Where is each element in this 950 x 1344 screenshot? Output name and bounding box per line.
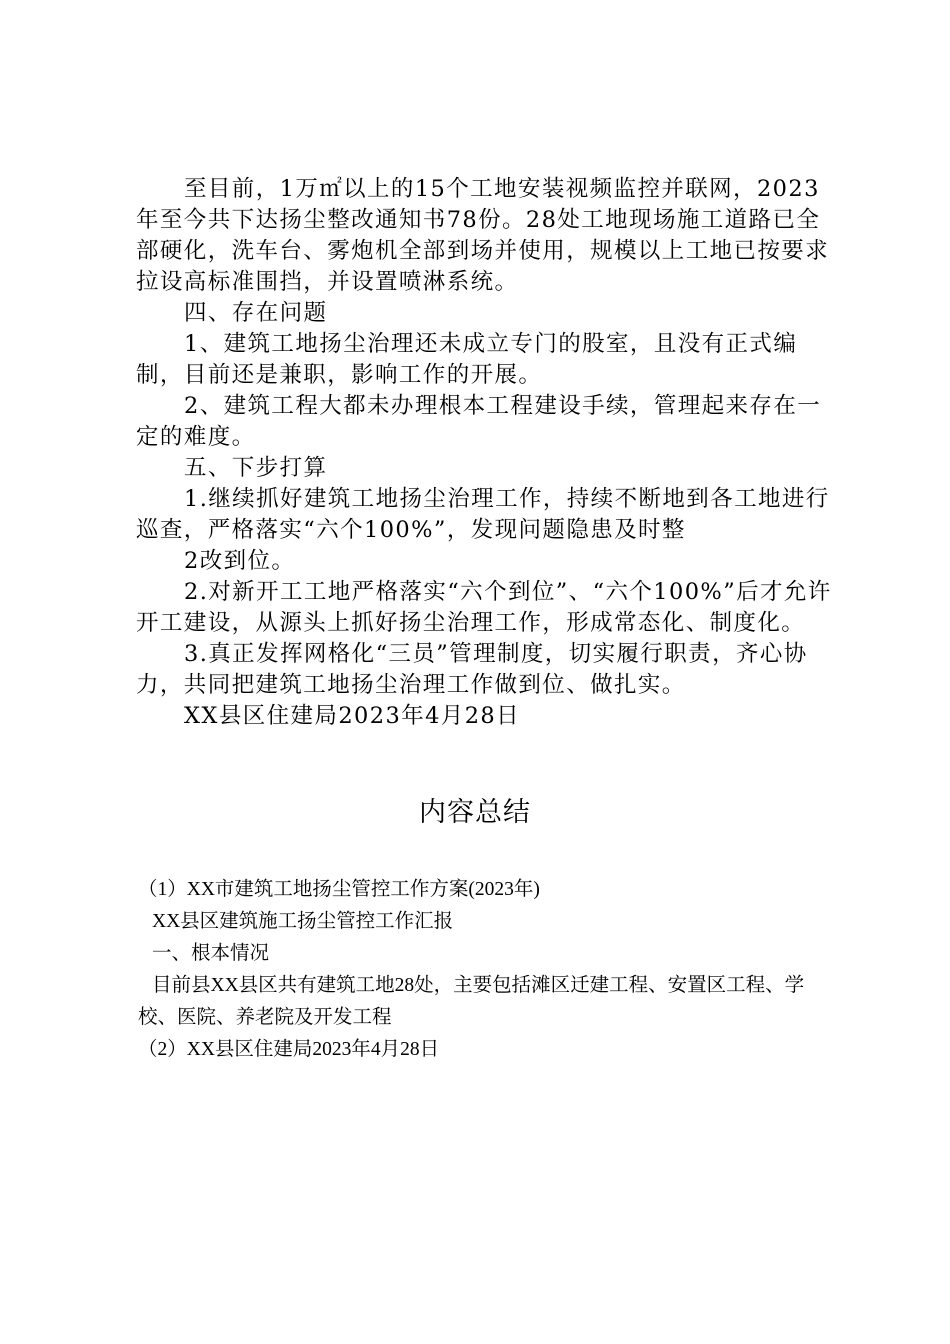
paragraph-progress: 至目前，1万㎡以上的15个工地安装视频监控并联网，2023年至今共下达扬尘整改通知书78份。28处工地现场施工道路已全部硬化，洗车台、雾炮机全部到场并使用，规模以上工地已按要求拉设高标准围挡，并设置喷淋系统。 <box>136 176 830 295</box>
heading-next-steps: 五、下步打算 <box>184 455 328 481</box>
summary-line-1: （1）XX市建筑工地扬尘管控工作方案(2023年) <box>138 879 540 900</box>
summary-line-4-text: 目前县XX县区共有建筑工地28处，主要包括滩区迁建工程、安置区工程、学校、医院、养老院及开发工程 <box>138 975 805 1028</box>
paragraph-plan-2: 2.对新开工工地严格落实“六个到位”、“六个100%”后才允许开工建设，从源头上抓好扬尘治理工作，形成常态化、制度化。 <box>136 579 832 636</box>
paragraph-problem-2: 2、建筑工程大都未办理根本工程建设手续，管理起来存在一定的难度。 <box>136 393 822 450</box>
summary-line-2: XX县区建筑施工扬尘管控工作汇报 <box>152 911 454 932</box>
paragraph-problem-1: 1、建筑工地扬尘治理还未成立专门的股室，且没有正式编制，目前还是兼职，影响工作的开展。 <box>136 331 798 388</box>
paragraph-plan-3: 3.真正发挥网格化“三员”管理制度，切实履行职责，齐心协力，共同把建筑工地扬尘治理工作做到位、做扎实。 <box>136 641 808 698</box>
summary-line-5: （2）XX县区住建局2023年4月28日 <box>138 1039 440 1060</box>
summary-line-4 <box>138 970 838 1034</box>
summary-title: 内容总结 <box>419 797 531 828</box>
document-body <box>136 174 836 732</box>
summary-line-3: 一、根本情况 <box>152 943 270 964</box>
heading-existing-problems: 四、存在问题 <box>184 300 328 326</box>
signature-date-line: XX县区住建局2023年4月28日 <box>184 703 521 729</box>
paragraph-plan-1: 1.继续抓好建筑工地扬尘治理工作，持续不断地到各工地进行巡查，严格落实“六个100%”，发现问题隐患及时整 <box>136 486 830 543</box>
paragraph-plan-1-continued: 2改到位。 <box>184 548 296 574</box>
summary-section <box>138 874 838 1066</box>
